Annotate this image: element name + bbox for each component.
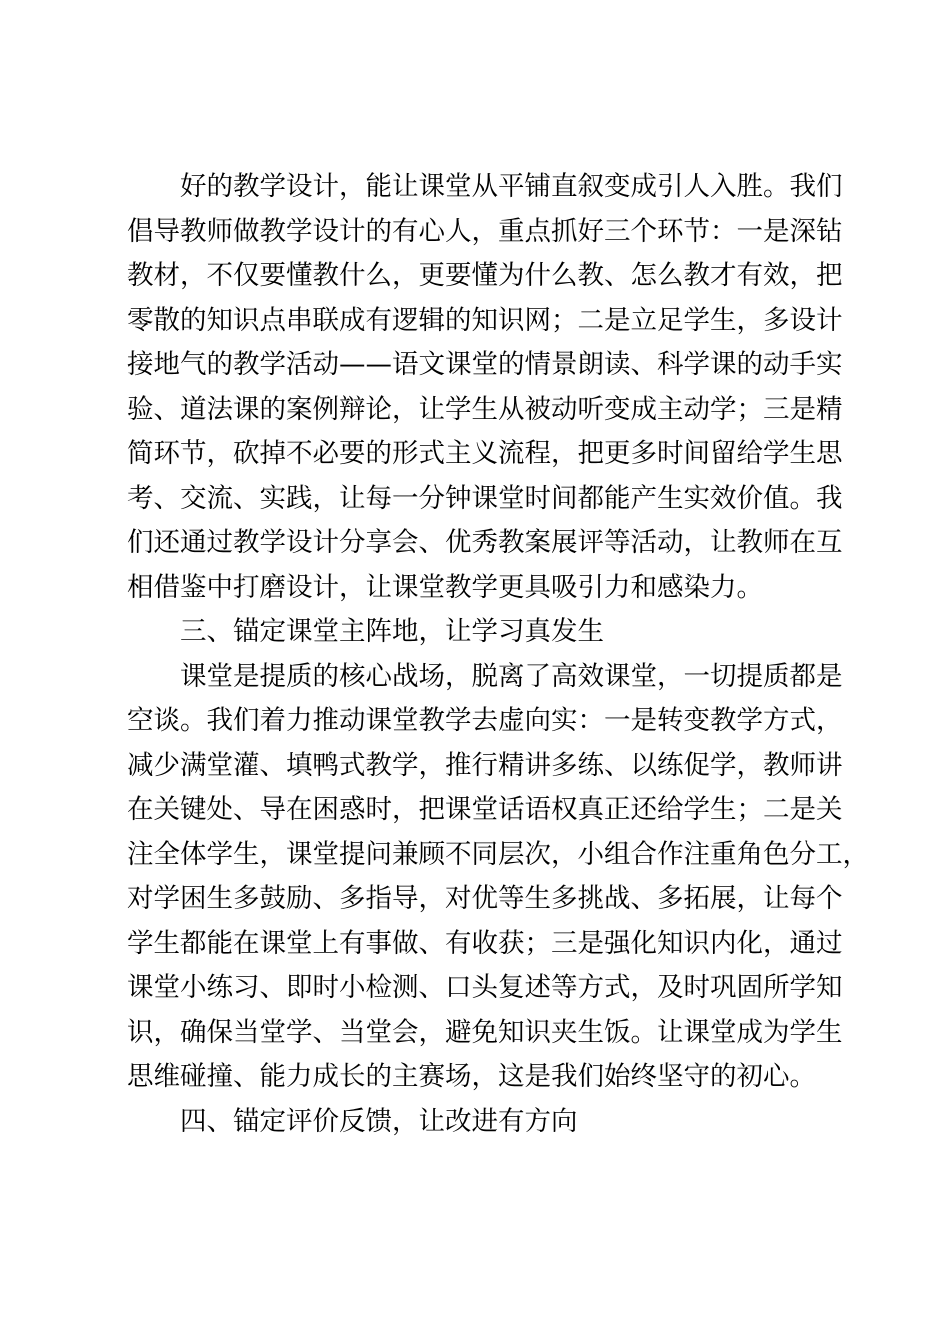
paragraph-1-line: 倡导教师做教学设计的有心人，重点抓好三个环节：一是深钻 <box>127 216 843 247</box>
paragraph-2-line: 减少满堂灌、填鸭式教学，推行精讲多练、以练促学，教师讲 <box>127 750 843 781</box>
paragraph-1-line: 验、道法课的案例辩论，让学生从被动听变成主动学；三是精 <box>127 394 843 425</box>
paragraph-1-line: 考、交流、实践，让每一分钟课堂时间都能产生实效价值。我 <box>127 483 843 514</box>
paragraph-2-line: 空谈。我们着力推动课堂教学去虚向实：一是转变教学方式， <box>127 705 843 736</box>
paragraph-1-line: 简环节，砍掉不必要的形式主义流程，把更多时间留给学生思 <box>127 438 843 469</box>
section-heading-3: 三、锚定课堂主阵地，让学习真发生 <box>180 616 604 647</box>
paragraph-1-line: 教材，不仅要懂教什么，更要懂为什么教、怎么教才有效，把 <box>127 260 843 291</box>
paragraph-2-line: 识，确保当堂学、当堂会，避免知识夹生饭。让课堂成为学生 <box>127 1017 843 1048</box>
paragraph-2-line: 课堂是提质的核心战场，脱离了高效课堂，一切提质都是 <box>180 661 843 692</box>
paragraph-2-line: 思维碰撞、能力成长的主赛场，这是我们始终坚守的初心。 <box>127 1061 816 1092</box>
paragraph-1-line: 们还通过教学设计分享会、优秀教案展评等活动，让教师在互 <box>127 527 843 558</box>
paragraph-2-line: 课堂小练习、即时小检测、口头复述等方式，及时巩固所学知 <box>127 972 843 1003</box>
paragraph-2-line: 对学困生多鼓励、多指导，对优等生多挑战、多拓展，让每个 <box>127 883 843 914</box>
paragraph-1-line: 零散的知识点串联成有逻辑的知识网；二是立足学生，多设计 <box>127 305 843 336</box>
paragraph-2-line: 注全体学生，课堂提问兼顾不同层次，小组合作注重角色分工， <box>127 839 869 870</box>
paragraph-2-line: 在关键处、导在困惑时，把课堂话语权真正还给学生；二是关 <box>127 794 843 825</box>
paragraph-1-line: 好的教学设计，能让课堂从平铺直叙变成引人入胜。我们 <box>180 171 843 202</box>
section-heading-4: 四、锚定评价反馈，让改进有方向 <box>180 1106 578 1137</box>
paragraph-2-line: 学生都能在课堂上有事做、有收获；三是强化知识内化，通过 <box>127 928 843 959</box>
paragraph-1-line: 接地气的教学活动——语文课堂的情景朗读、科学课的动手实 <box>127 349 843 380</box>
paragraph-1-line: 相借鉴中打磨设计，让课堂教学更具吸引力和感染力。 <box>127 572 763 603</box>
